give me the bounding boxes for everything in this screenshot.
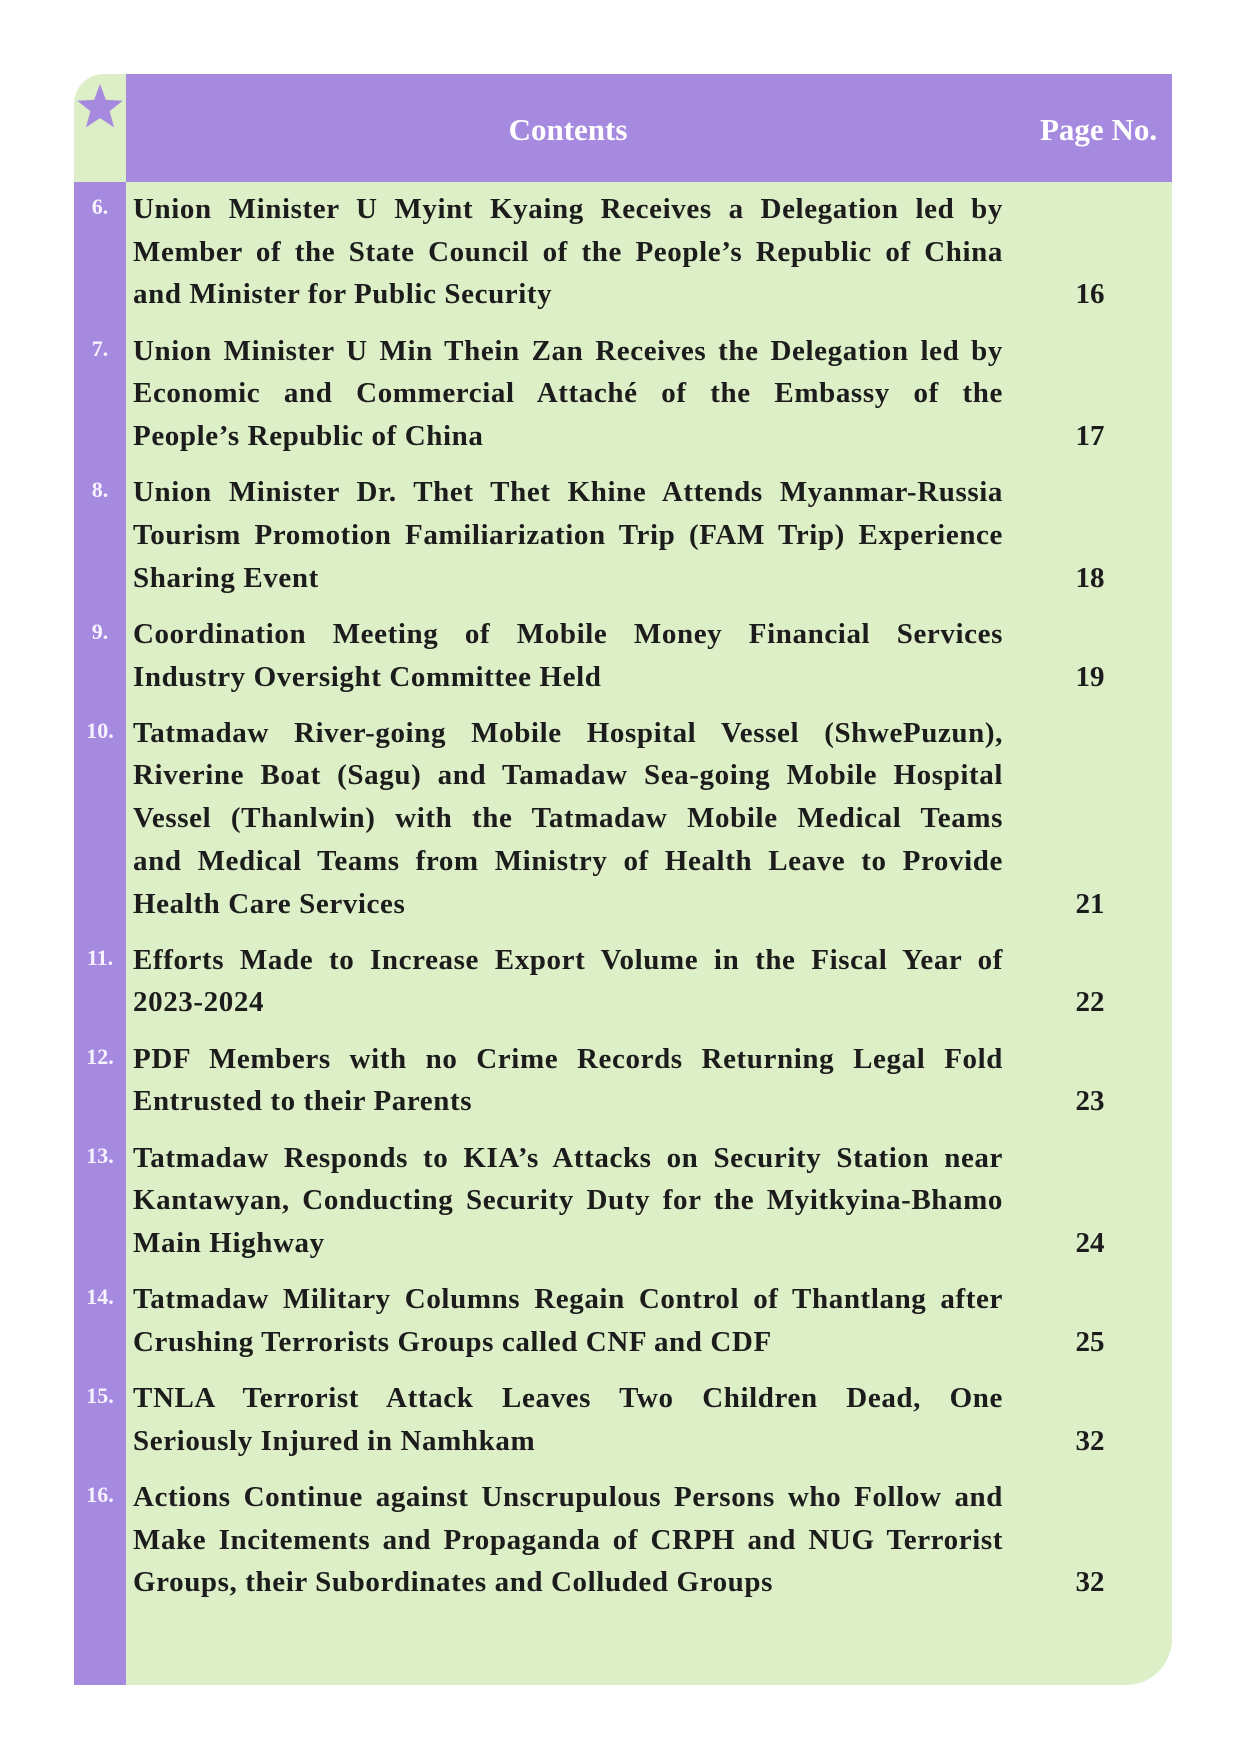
entry-title-line: Union Minister Dr. Thet Thet Khine Attends Myanmar-Russia: [133, 476, 1003, 509]
entry-page-number: 17: [1075, 420, 1105, 453]
contents-panel: [74, 74, 1172, 1685]
toc-entry: [74, 613, 1172, 698]
entry-title-line: Sharing Event: [133, 561, 319, 594]
entry-title: [133, 188, 1003, 316]
entry-title-line: Economic and Commercial Attaché of the Embassy of the: [133, 377, 1003, 410]
entry-title-line: People’s Republic of China: [133, 420, 484, 453]
toc-entry: [74, 712, 1172, 926]
entry-title: [133, 613, 1003, 698]
entry-title: [133, 330, 1003, 458]
entry-title-line: 2023-2024: [133, 986, 265, 1019]
entry-title-line: Tourism Promotion Familiarization Trip (FAM Trip) Experience: [133, 518, 1003, 551]
entry-title-line: Union Minister U Myint Kyaing Receives a Delegation led by: [133, 193, 1003, 225]
entry-title: [133, 1137, 1003, 1265]
entry-page-number: 24: [1075, 1226, 1105, 1259]
entry-title-line: Efforts Made to Increase Export Volume in the Fiscal Year of: [133, 943, 1003, 976]
entry-title: [133, 471, 1003, 599]
entry-title-line: Groups, their Subordinates and Colluded Groups: [133, 1566, 774, 1599]
entry-page-number: 19: [1075, 660, 1105, 693]
entry-number: 14.: [86, 1284, 114, 1310]
corner-cell: [74, 74, 126, 182]
entry-title-line: Union Minister U Min Thein Zan Receives the Delegation led by: [133, 334, 1003, 367]
entry-page-number: 23: [1075, 1085, 1105, 1118]
entry-title: [133, 1476, 1003, 1604]
entry-title: [133, 939, 1003, 1024]
entry-number: 10.: [86, 717, 114, 743]
entry-title-line: Kantawyan, Conducting Security Duty for the Myitkyina-Bhamo: [133, 1184, 1003, 1217]
entry-number: 6.: [91, 194, 109, 219]
entry-page-number: 25: [1075, 1325, 1105, 1358]
toc-entry: [74, 330, 1172, 458]
entry-title: [133, 1278, 1003, 1363]
entry-title-line: Crushing Terrorists Groups called CNF and CDF: [133, 1325, 772, 1358]
entry-title-line: Industry Oversight Committee Held: [133, 660, 602, 693]
entry-title-line: Coordination Meeting of Mobile Money Financial Services: [133, 617, 1003, 650]
entry-title-line: and Minister for Public Security: [133, 278, 553, 311]
entry-title-line: Actions Continue against Unscrupulous Persons who Follow and: [133, 1480, 1003, 1513]
entry-title-line: Vessel (Thanlwin) with the Tatmadaw Mobile Medical Teams: [133, 802, 1003, 835]
entry-title-line: and Medical Teams from Ministry of Health Leave to Provide: [133, 844, 1003, 877]
toc-entry: [74, 1278, 1172, 1363]
toc-entry: [74, 188, 1172, 316]
entry-title-line: Member of the State Council of the People’s Republic of China: [133, 235, 1003, 268]
entry-title-line: Health Care Services: [133, 887, 406, 920]
contents-header: [126, 74, 1172, 182]
entry-number: 15.: [86, 1383, 114, 1409]
entry-page-number: 32: [1075, 1566, 1105, 1599]
toc-entry: [74, 471, 1172, 599]
entry-page-number: 18: [1075, 561, 1105, 594]
entry-title-line: TNLA Terrorist Attack Leaves Two Children Dead, One: [133, 1382, 1003, 1415]
entry-title-line: Main Highway: [133, 1226, 325, 1259]
entry-number: 16.: [86, 1481, 114, 1507]
toc-entry: [74, 1038, 1172, 1123]
entry-title-line: Riverine Boat (Sagu) and Tamadaw Sea-going Mobile Hospital: [133, 759, 1003, 792]
toc-entries: [74, 188, 1172, 1618]
entry-number: 7.: [91, 335, 109, 361]
contents-title: Contents: [508, 112, 628, 147]
entry-title-line: Entrusted to their Parents: [133, 1085, 473, 1118]
entry-title-line: Tatmadaw River-going Mobile Hospital Vessel (ShwePuzun),: [133, 716, 1003, 749]
entry-title-line: Tatmadaw Military Columns Regain Control of Thantlang after: [133, 1283, 1003, 1316]
toc-entry: [74, 1476, 1172, 1604]
toc-entry: [74, 1137, 1172, 1265]
entry-title-line: Tatmadaw Responds to KIA’s Attacks on Security Station near: [133, 1141, 1003, 1174]
page-number-heading: Page No.: [1040, 112, 1158, 147]
entry-title-line: Make Incitements and Propaganda of CRPH and NUG Terrorist: [133, 1523, 1003, 1556]
toc-entry: [74, 939, 1172, 1024]
entry-number: 11.: [86, 944, 114, 970]
entry-number: 12.: [86, 1043, 114, 1069]
toc-entry: [74, 1377, 1172, 1462]
entry-title: [133, 1377, 1003, 1462]
entry-title-line: PDF Members with no Crime Records Returning Legal Fold: [133, 1042, 1003, 1075]
star-icon: [76, 82, 124, 132]
entry-number: 9.: [91, 618, 109, 644]
entry-number: 8.: [91, 477, 109, 503]
entry-title: [133, 712, 1003, 926]
entry-number: 13.: [86, 1142, 114, 1168]
entry-page-number: 21: [1075, 887, 1105, 920]
entry-page-number: 32: [1075, 1424, 1105, 1457]
entry-page-number: 22: [1075, 986, 1105, 1019]
entry-title: [133, 1038, 1003, 1123]
entry-page-number: 16: [1075, 278, 1105, 311]
entry-title-line: Seriously Injured in Namhkam: [133, 1424, 536, 1457]
